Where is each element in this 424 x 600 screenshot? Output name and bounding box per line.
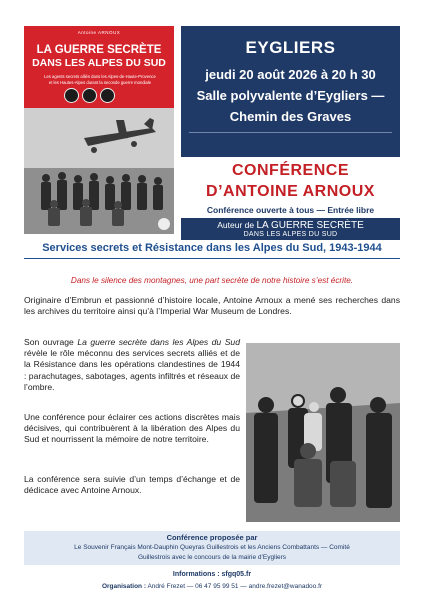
conference-access: Conférence ouverte à tous — Entrée libre [206,205,375,215]
paragraph-signing: La conférence sera suivie d’un temps d’échange et de dédicace avec Antoine Arnoux. [24,474,240,496]
sponsor-box [24,531,400,565]
sponsor-title: Conférence proposée par [166,533,258,542]
conference-title-line2: D’ANTOINE ARNOUX [206,183,375,200]
insignia-icon [100,88,115,103]
publisher-logo-icon [158,218,170,230]
paragraph-book [24,337,240,393]
event-venue-line1: Salle polyvalente d’Eygliers — [196,88,385,103]
organisation-contact [0,583,424,590]
info-website[interactable]: Informations : sfgq05.fr [172,571,252,578]
paragraph-conference: Une conférence pour éclairer ces actions discrètes mais décisives, qui contribuèrent à la libération des Alpes du Sud et nourrissent la mémoire de notre territoire. [24,412,240,445]
organisation-details[interactable]: André Frezet — 06 47 95 99 51 — andre.frezet@wanadoo.fr [146,583,323,590]
divider [189,132,392,133]
book-author: Antoine ARNOUX [77,30,121,35]
author-book-line [181,220,400,231]
author-prefix: Auteur de [217,220,255,230]
paragraph-book-start: Son ouvrage [24,337,78,347]
insignia-icon [82,88,97,103]
book-cover-photo [24,108,174,234]
event-town: EYGLIERS [245,38,336,57]
sponsor-line2: Guillestrois avec le concours de la mairie d’Eygliers [137,554,287,561]
author-book-title: LA GUERRE SECRÈTE [256,220,364,231]
book-subtitle-line2: et les Hautes-Alpes durant la seconde guerre mondiale [48,80,152,85]
paragraph-book-end: révèle le rôle méconnu des services secrets alliés et de la Résistance dans les opérations clandestines de 1944 : parachutages, sabotages, agents infiltrés et réseaux de l’ombre. [24,348,240,392]
book-title-line2: DANS LES ALPES DU SUD [32,57,166,69]
tagline: Dans le silence des montagnes, une part secrète de notre histoire s’est écrite. [70,276,354,285]
book-title-line1: LA GUERRE SECRÈTE [36,44,162,56]
organisation-label: Organisation : [101,583,146,590]
insignia-icon [64,88,79,103]
historical-group-photo [246,343,400,522]
author-banner [181,218,400,240]
book-title-italic: La guerre secrète dans les Alpes du Sud [77,337,240,347]
conference-title-line1: CONFÉRENCE [231,162,349,179]
divider [24,258,400,259]
author-book-subtitle: DANS LES ALPES DU SUD [243,231,338,238]
book-subtitle [34,74,166,86]
sponsor-line1: Le Souvenir Français Mont-Dauphin Queyras Guillestrois et les Anciens Combattants — Comité [74,544,350,551]
page-subtitle: Services secrets et Résistance dans les Alpes du Sud, 1943-1944 [42,242,382,254]
book-cover [24,26,174,234]
event-venue-line2: Chemin des Graves [229,109,352,124]
book-subtitle-line1: Les agents secrets alliés dans les Alpes-de-Haute-Provence [44,74,156,79]
paragraph-author-bio: Originaire d’Embrun et passionné d’histoire locale, Antoine Arnoux a mené ses recherches dans les archives du territoire ainsi qu’à l’Imperial War Museum de Londres. [24,295,400,317]
event-info-box [181,26,400,157]
event-date: jeudi 20 août 2026 à 20 h 30 [205,67,376,82]
